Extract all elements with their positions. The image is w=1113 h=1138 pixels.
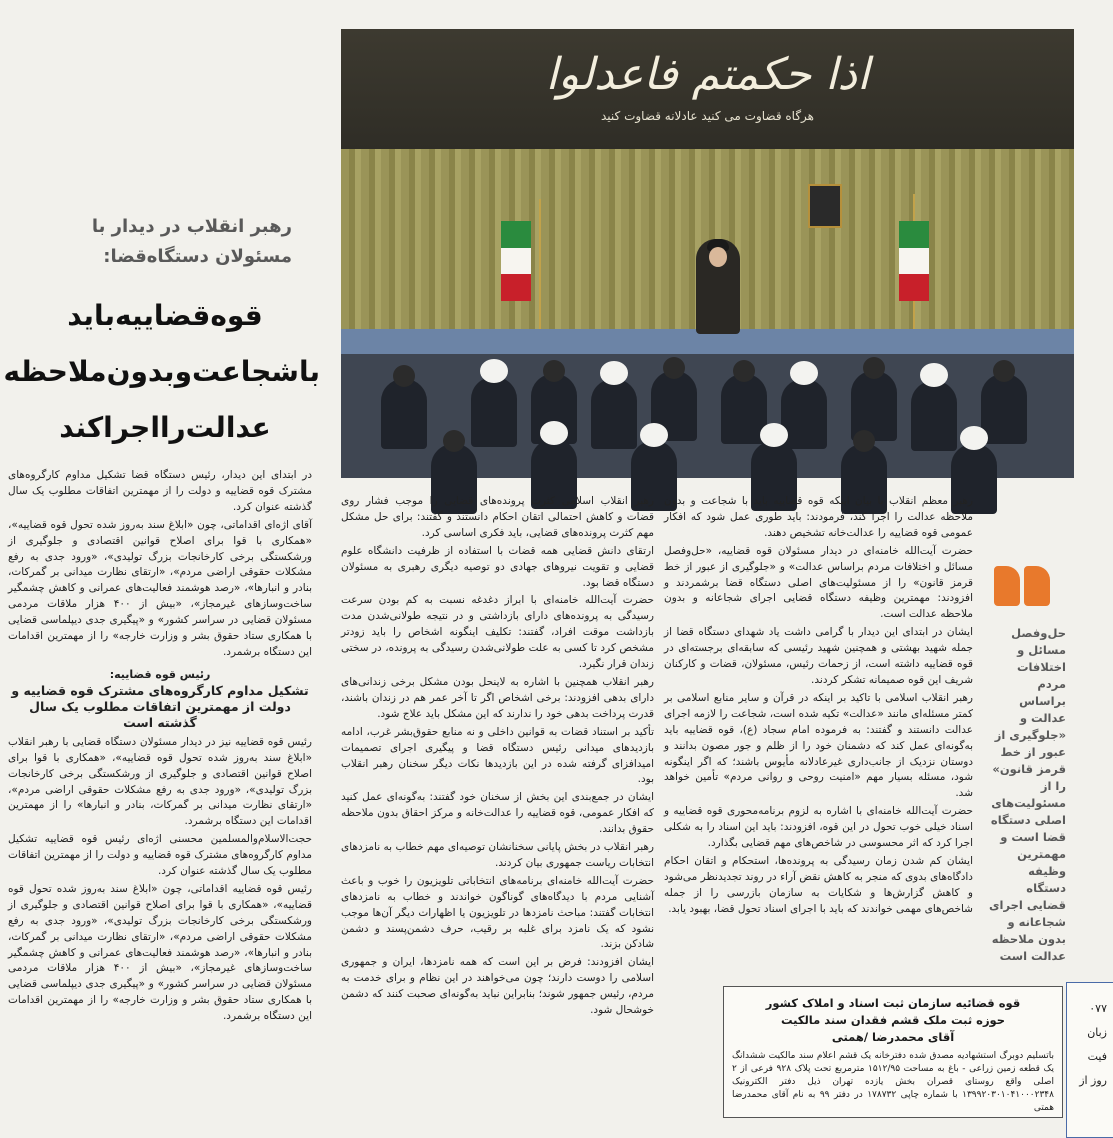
flag-pole-left — [539, 199, 541, 329]
edge-line: روز از — [1079, 1074, 1107, 1087]
edge-line: ۰۷۷ — [1089, 1002, 1107, 1015]
main-photo — [341, 29, 1074, 478]
sub-headline: تشکیل مداوم کارگروه‌های مشترک قوه قضاییه و دولت از مهمترین اتفاقات مطلوب یک سال گذشته است — [11, 682, 309, 730]
legal-notice-box — [723, 986, 1063, 1118]
paragraph: حضرت آیت‌الله خامنه‌ای برنامه‌های انتخاباتی تلویزیون را خوب و باعث آشنایی مردم با دیدگاه‌های گوناگون خواندند و خطاب به نامزدهای انتخابات گفتند: مباحث نامزدها در تلویزیون یا اظهارات دیگر آن‌ها موجب نشود که یک نامزد برای غلبه بر رقیب، حرف دشمن‌پسند و دشمن شادکن بزند. — [341, 874, 654, 951]
paragraph: حضرت آیت‌الله خامنه‌ای با اشاره به لزوم برنامه‌محوری قوه قضاییه و اسناد خیلی خوب تحول در این قوه، افزودند: باید این اسناد را به شکلی اجرا کرد که اثر محسوسی در شاخص‌های مهم قضایی بگذارد. — [664, 805, 973, 850]
paragraph: ارتقای دانش قضایی همه قضات با استفاده از ظرفیت دانشگاه علوم قضایی و تقویت نیروهای جهادی دو توصیه دیگری رهبری به مسئولان دستگاه قضا بود. — [341, 544, 654, 589]
pull-quote: حل‌وفصل مسائل و اختلافات مردم براساس عدالت و «جلوگیری از عبور از خط قرمز قانون» را از مسئولیت‌های اصلی دستگاه قضا است و مهمترین وظیفه دستگاه قضایی اجرای شجاعانه و بدون ملاحظه عدالت است — [988, 626, 1066, 963]
edge-line: زبان — [1087, 1026, 1107, 1039]
flag-left — [501, 221, 531, 301]
article-headline: قوه‌قضاییه‌باید با‌شجاعت‌و‌بدون‌ملاحظه عدالت‌را‌اجرا‌کند — [3, 299, 320, 444]
flag-right — [899, 221, 929, 301]
portrait-frame — [808, 184, 842, 228]
paragraph: حجت‌الاسلام‌والمسلمین محسنی اژه‌ای رئیس قوه قضاییه تشکیل مداوم کارگروه‌های مشترک قوه قضاییه و دولت را از مهمترین اتفاقات مطلوب یک سال گذشته عنوان کرد. — [8, 833, 312, 878]
audience-person — [781, 379, 827, 449]
paragraph: ایشان کم شدن زمان رسیدگی به پرونده‌ها، استحکام و اتقان احکام دادگاه‌های بدوی که منجر به کاهش نقض آراء در روند تجدیدنظر می‌شود و کاهش گزارش‌ها و شکایات به سازمان بازرسی را از جمله شاخص‌های مهمی خواندند که باید با اجرای اسناد تحول قضا، بهبود یابد. — [664, 854, 973, 915]
paragraph: ایشان در جمع‌بندی این بخش از سخنان خود گفتند: به‌گونه‌ای عمل کنید که افکار عمومی، قوه قضاییه را عدالت‌خانه و مرکز احقاق بدون ملاحظه حقوق بدانند. — [341, 791, 654, 836]
paragraph: ایشان در ابتدای این دیدار با گرامی داشت یاد شهدای دستگاه قضا از جمله شهید بهشتی و همچنین شهید رئیسی که سابقه‌ای برجسته‌ای در قوه قضاییه داشته است، از زحمات رئیس، مسئولان، قضات و کارکنان شریف این قوه صمیمانه تشکر کردند. — [664, 626, 973, 686]
banner-caption: هرگاه قضاوت می کنید عادلانه قضاوت کنید — [601, 109, 814, 123]
paragraph: ایشان افزودند: فرض بر این است که همه نامزدها، ایران و جمهوری اسلامی را دوست دارند؛ چون می‌خواهند در این نظام و برای خدمت به مردم، رئیس جمهور شوند؛ بنابراین نباید به‌گونه‌ای صحبت کنند که دشمن خوشحال شود. — [341, 956, 654, 1017]
paragraph: آقای اژه‌ای اقداماتی، چون «ابلاغ سند به‌روز شده تحول قوه قضاییه»، «همکاری با قوا برای اصلاح قوانین اقتصادی و جلوگیری از ورشکستگی برخی کارخانجات بزرگ تولیدی»، «ورود جدی به رفع مشکلات حقوقی اراضی مردم»، «ارتقای نظارت میدانی بر گمرکات، بنادر و انبارها»، «رصد هوشمند فعالیت‌های عمرانی و کاهش چشمگیر ساخت‌وسازهای غیرمجاز»، «بیش از ۴۰۰ هزار ملاقات مردمی مسئولان قضایی در سراسر کشور» و «پیگیری جدی دیپلماسی قضایی با همکاری ستاد حقوق بشر و وزارت خارجه» را از مهمترین اقدامات این دستگاه برشمرد. — [8, 518, 312, 658]
quote-mark-icon — [990, 562, 1056, 608]
paragraph: رئیس قوه قضاییه اقداماتی، چون «ابلاغ سند به‌روز شده تحول قوه قضاییه»، «همکاری با قوا برای اصلاح قوانین اقتصادی و جلوگیری از ورشکستگی برخی کارخانجات بزرگ تولیدی»، «ورود جدی به رفع مشکلات حقوقی اراضی مردم»، «ارتقای نظارت میدانی بر گمرکات، بنادر و انبارها»، «رصد هوشمند فعالیت‌های عمرانی و کاهش چشمگیر ساخت‌وسازهای غیرمجاز»، «بیش از ۴۰۰ هزار ملاقات مردمی مسئولان قضایی در سراسر کشور» و «پیگیری جدی دیپلماسی قضایی با همکاری ستاد حقوق بشر و وزارت خارجه» را از مهمترین اقدامات این دستگاه برشمرد. — [8, 882, 312, 1023]
paragraph: رهبر معظم انقلاب با بیان اینکه قوه قضاییه باید با شجاعت و بدون ملاحظه عدالت را اجرا کند، فرمودند: باید طوری عمل شود که افکار عمومی قوه قضاییه را عدالت‌خانه تشخیص دهند. — [664, 495, 973, 539]
paragraph: حضرت آیت‌الله خامنه‌ای با ابراز دغدغه نسبت به کم بودن سرعت رسیدگی به پرونده‌های دارای بازداشتی و در نتیجه طولانی‌شدن مدت بازداشت موقت افراد، گفتند: تکلیف اینگونه اشخاص را باید زودتر مشخص کرد تا کسی به علت طولانی‌شدن رسیدگی به پرونده، در سختی زندان قرار نگیرد. — [341, 594, 654, 671]
banner-calligraphy: اذا حکمتم فاعدلوا — [545, 49, 870, 100]
notice-title-2: حوزه ثبت ملک قشم فقدان سند مالکیت — [780, 1013, 1006, 1027]
paragraph: حضرت آیت‌الله خامنه‌ای در دیدار مسئولان قوه قضاییه، «حل‌وفصل مسائل و اختلافات مردم براساس عدالت» و «جلوگیری از عبور از خط قرمز قانون» را از مسئولیت‌های اصلی دستگاه قضا برشمردند و افزودند: مهمترین وظیفه دستگاه قضایی اجرای شجاعانه و بدون ملاحظه عدالت است. — [664, 544, 973, 621]
article-kicker: رهبر انقلاب در دیدار با مسئولان دستگاه‌قضا: — [91, 216, 292, 267]
paragraph: رهبر انقلاب اسلامی کثرت پرونده‌های قضایی را موجب فشار روی قضات و کاهش احتمالی اتقان احکام دانستند و گفتند: برای حل مشکل مهم کثرت پرونده‌های قضایی، باید فکری اساسی کرد. — [341, 495, 654, 539]
audience-person — [591, 379, 637, 449]
audience-person — [981, 374, 1027, 444]
article-column-right — [664, 494, 973, 920]
speaker-figure — [696, 239, 740, 334]
paragraph: رئیس قوه قضاییه نیز در دیدار مسئولان دستگاه قضایی با رهبر انقلاب «ابلاغ سند به‌روز شده تحول قوه قضاییه»، «همکاری با قوا برای اصلاح قوانین اقتصادی و جلوگیری از ورشکستگی برخی کارخانجات بزرگ تولیدی»، «ورود جدی به رفع مشکلات حقوقی اراضی مردم»، «ارتقای نظارت میدانی بر گمرکات، بنادر و انبارها» را از مهمترین اقدامات این دستگاه برشمرد. — [8, 735, 312, 828]
audience-person — [471, 377, 517, 447]
adjacent-ad-box — [1066, 982, 1113, 1138]
paragraph: رهبر انقلاب همچنین با اشاره به لاینحل بودن مشکل برخی زندانی‌های دارای بدهی افزودند: برخی اشخاص اگر تا آخر عمر هم در زندان باشند، قدرت پرداخت بدهی خود را ندارند که این مشکل باید علاج شود. — [341, 675, 654, 720]
paragraph: در ابتدای این دیدار، رئیس دستگاه قضا تشکیل مداوم کارگروه‌های مشترک قوه قضاییه و دولت را از مهمترین اتفاقات مطلوب یک سال گذشته عنوان کرد. — [8, 469, 312, 513]
paragraph: رهبر انقلاب در بخش پایانی سخنانشان توصیه‌ای مهم خطاب به نامزدهای انتخابات ریاست جمهوری بیان کردند. — [341, 841, 654, 869]
sub-kicker: رئیس قوه قضاییه: — [109, 667, 211, 681]
article-column-middle — [341, 494, 654, 1021]
paragraph: رهبر انقلاب اسلامی با تاکید بر اینکه در قرآن و سایر منابع اسلامی بر کمتر مسئله‌ای مانند «عدالت» تکیه شده است، شجاعت را لازمه اجرای عدالت دانستند و گفتند: به فرموده امام سجاد (ع)، قوه قضاییه باید به‌گونه‌ای عمل کند که دشمنان خود را از ظلم و جور مصون بدانند و دوستان نزدیک از جانب‌داری غیرعادلانه مأیوس باشند؛ که اگر اینگونه شود، مسئله بسیار مهم «امنیت روحی و روانی مردم» تأمین خواهد شد. — [664, 691, 973, 800]
audience-person — [911, 381, 957, 451]
audience-person — [381, 379, 427, 449]
paragraph: تأکید بر استناد قضات به قوانین داخلی و نه منابع حقوق‌بشر غرب، ادامه بازدیدهای میدانی رئیس دستگاه قضا و پیگیری اجرای تصمیمات امیدافزای گرفته شده در این بازدیدها نکات دیگر سخنان رهبر انقلاب بود. — [341, 725, 654, 786]
notice-title-1: قوه قضائیه سازمان ثبت اسناد و املاک کشور — [765, 996, 1021, 1010]
edge-line: فیت — [1087, 1050, 1107, 1063]
notice-body: باتسلیم دوبرگ استشهادیه مصدق شده دفترخانه یک قشم اعلام سند مالکیت ششدانگ یک قطعه زمین زراعی - باغ به مساحت ۱۵۱۲/۹۵ مترمربع تحت پلاک ۹۲۸ فرعی از ۲ اصلی واقع روستای قصران بخش یازده تهران ذیل دفتر الکترونیک ۱۳۹۹۲۰۳۰۱۰۴۱۰۰۰۲۳۴۸ با شماره چاپی ۱۷۸۷۳۲ در دفتر ۹۹ به نام آقای محمدرضا همتی — [732, 1051, 1055, 1113]
notice-title-3: آقای محمدرضا /همتی — [831, 1030, 955, 1044]
article-column-left — [8, 468, 312, 1027]
